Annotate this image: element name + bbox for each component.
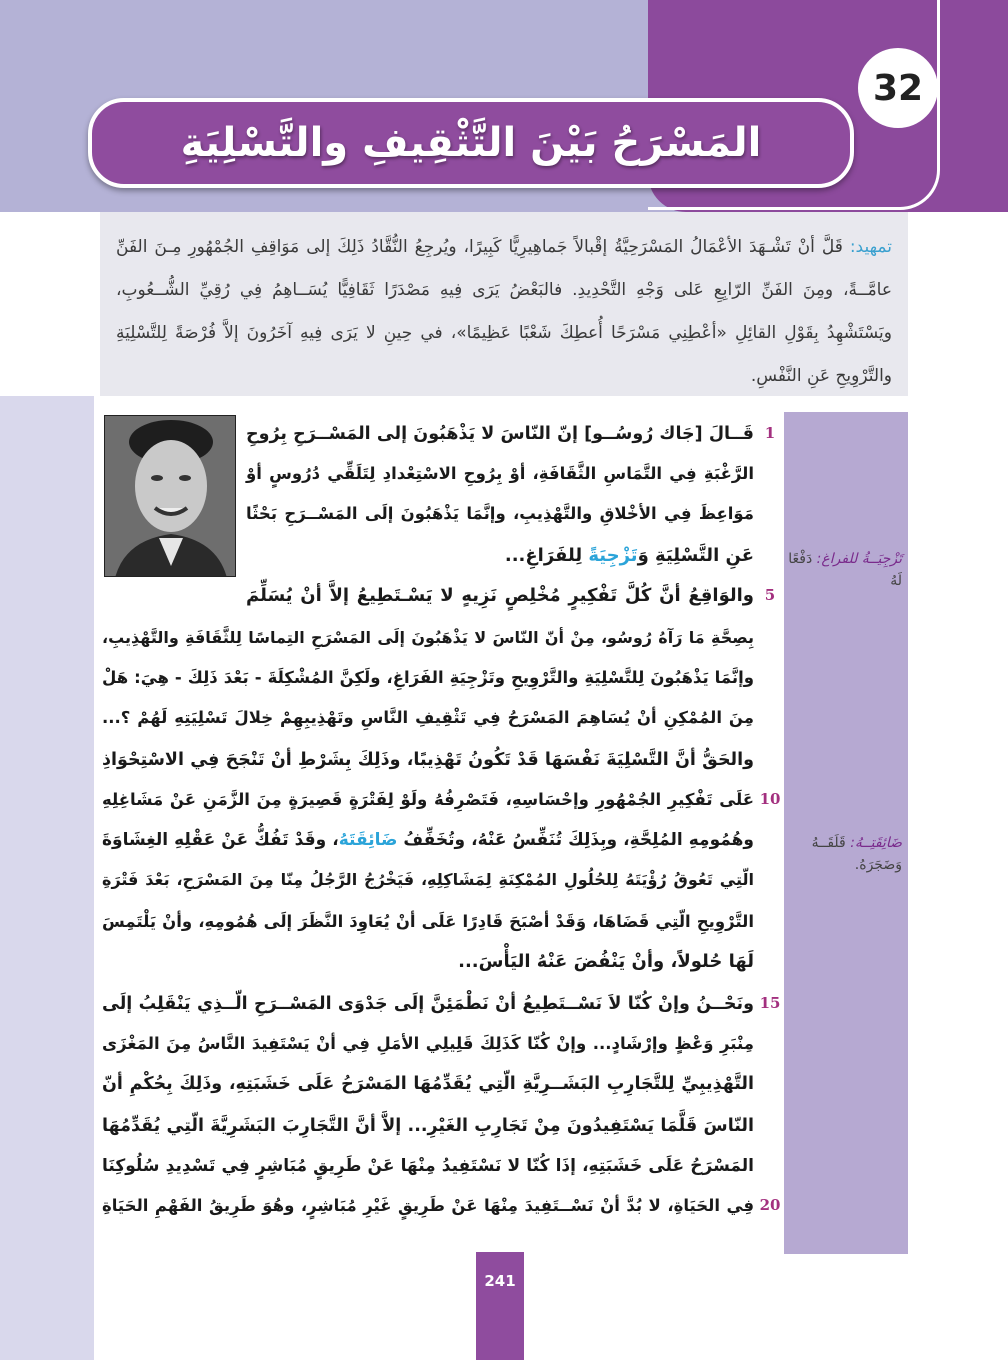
title-banner <box>88 98 854 188</box>
text-line: والحَقُّ أنَّ التَّسْلِيَةَ نَفْسَهَا قَدْ تَكُونُ تَهْذِيبًا، وذَلِكَ بِشَرْطِ أنْ تَنْجَحَ فِي الاسْتِحْوَاذِ <box>102 750 754 770</box>
text-line: النّاسَ قَلَّمَا يَسْتَفِيدُونَ مِنْ تَجَارِبِ الغَيْرِ... إلاَّ أنَّ التَّجَارِبَ البَشَرِيَّةَ الّتِي يُقَدِّمُهَا <box>102 1116 754 1136</box>
portrait-image <box>105 416 236 577</box>
text-line-part: ، وقَدْ تَفُكُّ عَنْ عَقْلِهِ الغِشَاوَةَ <box>102 830 339 850</box>
text-line: فِي الحَيَاةِ، لا بُدَّ أنْ نَسْــتَفِيدَ مِنْهَا عَنْ طَرِيقٍ غَيْرِ مُبَاشِرٍ، وهُوَ طَرِيقُ الفَهْمِ الحَيَاةِ <box>102 1196 754 1215</box>
line-number: 15 <box>759 994 781 1012</box>
text-line: عَلَى تَفْكِيرِ الجُمْهُورِ وإحْسَاسِهِ، فَتَصْرِفُهُ ولَوْ لِفَتْرَةٍ قَصِيرَةٍ مِنَ الزَّمَنِ عَنْ مَشَاغِلِهِ <box>102 790 754 809</box>
text-line-part: لِلفَرَاغِ... <box>504 545 589 566</box>
left-margin-strip <box>0 396 94 1360</box>
glossary-term: تَزْجِيَــةُ للفراغ: <box>816 551 902 567</box>
page-title: المَسْرَحُ بَيْنَ التَّثْقِيفِ والتَّسْلِيَةِ <box>180 120 762 166</box>
author-portrait <box>104 415 236 577</box>
text-line: مِنْبَرِ وَعْظٍ وإرْشَادٍ... وإنْ كُنّا كَذَلِكَ قَلِيلِي الأمَلِ فِي أنْ يَسْتَفِيدَ النَّاسُ مِنَ المَغْزَى <box>102 1034 754 1053</box>
text-line: بِصِحَّةِ مَا رَآهُ رُوسُو، مِنْ أنّ النّاسَ لا يَذْهَبُونَ إلَى المَسْرَحِ التِماسًا لِلثَّقَافَةِ والتَّهْذِيبِ، <box>102 628 754 647</box>
text-line: ونَحْــنُ وإنْ كُنّا لاَ نَسْــتَطِيعُ أنْ نَطْمَئِنَّ إلَى جَدْوَى المَسْــرَحِ الّــذِي يَنْقَلِبُ إلَى <box>102 994 754 1014</box>
glossary-definition: دَفْعًا لَهُ <box>788 551 902 589</box>
text-line: قَــالَ [جَاك رُوسُــو] إنّ النّاسَ لا يَذْهَبُونَ إلى المَسْــرَحِ بِرُوحِ <box>246 424 754 444</box>
text-line-part: عَنِ التَّسْلِيَةِ وَ <box>637 545 754 566</box>
line-number: 10 <box>759 790 781 808</box>
lesson-number-badge: 32 <box>858 48 938 128</box>
glossary-definition: قَلَقَــهُ وَضَجَرَهُ. <box>811 835 902 873</box>
glossary-term: ضَائِقَتِــهُ: <box>850 835 902 851</box>
intro-box <box>100 212 908 396</box>
line-number: 1 <box>764 424 776 442</box>
text-line: والوَاقِعُ أنَّ كُلَّ تَفْكِيرٍ مُخْلِصٍ نَزِيهٍ لا يَسْـتَطِيعُ إلاَّ أنْ يُسَلِّمَ <box>246 585 754 606</box>
text-line <box>246 536 754 576</box>
text-line <box>102 820 754 860</box>
text-line: وإنَّمَا يَذْهَبُونَ لِلتَّسْلِيَةِ والتَّرْوِيحِ وتَزْجِيَةِ الفَرَاغِ، ولَكِنَّ المُشْكِلَةَ - بَعْدَ ذَلِكَ - هِيَ: هَلْ <box>102 668 754 687</box>
text-line: مِنَ المُمْكِنِ أنْ يُسَاهِمَ المَسْرَحُ فِي تَثْقِيفِ النَّاسِ وتَهْذِيبِهِمْ خِلالَ تَسْلِيَتِهِ لَهُمْ ؟... <box>102 708 754 727</box>
text-line: لَهَا حُلولاً، وأنْ يَنْفُضَ عَنْهُ اليَأْسَ... <box>458 951 754 972</box>
text-line: الرَّغْبَةِ فِي التَّمَاسِ الثَّقَافَةِ، أوْ بِرُوحِ الاسْتِعْدادِ لِتَلَقِّي دُرُوسٍ أوْ <box>246 464 754 483</box>
glossary-entry <box>786 548 902 592</box>
glossary-entry <box>786 832 902 876</box>
glossed-word: تَزْجِيَةً <box>588 545 638 566</box>
page-number-tab <box>476 1252 524 1360</box>
page-number: 241 <box>484 1272 516 1290</box>
text-line: مَوَاعِظَ فِي الأخْلاقِ والتَّهْذِيبِ، وإنَّمَا يَذْهَبُونَ إلَى المَسْــرَحِ بَحْثًا <box>246 504 754 523</box>
intro-text: قَلَّ أنْ تَشْـهَدَ الأعْمَالُ المَسْرَحِيَّةُ إقْبالاً جَماهِيرِيًّا كَبِيرًا، ويُرجِعُ النُّقَّادُ ذَلِكَ إلى مَوَاقِفِ الجُمْهُورِ مِـنَ الفَنِّ عامَّــةً، ومِنَ الفَنِّ الرّابِعِ عَلى وَجْهِ التَّحْدِيدِ. فالبَعْضُ يَرَى فِيهِ مَصْدَرًا ثَقَافِيًّا يُسَــاهِمُ فِي رُقِيِّ الشُّــعُوبِ، ويَسْتَشْهِدُ بِقَوْلِ القائِلِ «أعْطِنِي مَسْرَحًا أُعطِكَ شَعْبًا عَظِيمًا»، في حِينِ لا يَرَى فِيهِ آخَرُونَ إلاَّ فُرْصَةً لِلتَّسْلِيَةِ والتَّرْوِيحِ عَنِ النَّفْسِ. <box>116 237 892 386</box>
text-line-part: وهُمُومِهِ المُلِحَّةِ، وبِذَلِكَ تُنَفِّسُ عَنْهُ، وتُخَفِّفُ <box>397 830 754 850</box>
line-number: 20 <box>759 1196 781 1214</box>
text-line: المَسْرَحُ عَلَى خَشَبَتِهِ، إذَا كُنّا لا نَسْتَفِيدُ مِنْهَا عَنْ طَرِيقٍ مُبَاشِرٍ فِي تَسْدِيدِ سُلُوكِنَا <box>102 1156 754 1176</box>
intro-label: تمهيد: <box>849 237 892 257</box>
text-line: الّتِي تَعُوقُ رُؤْيَتَهُ لِلحُلُولِ المُمْكِنَةِ لِمَشَاكِلِهِ، فَيَخْرُجُ الرَّجُلُ مِنّا مِنَ المَسْرَحِ، بَعْدَ فَتْرَةِ <box>102 870 754 889</box>
line-number: 5 <box>764 586 776 604</box>
text-line: التَّهْذِيبِيِّ لِلتَّجَارِبِ البَشَــرِيَّةِ الّتِي يُقَدِّمُهَا المَسْرَحُ عَلَى خَشَبَتِهِ، وذَلِكَ بِحُكْمِ أنّ <box>102 1074 754 1094</box>
text-line: التَّرْوِيحِ الّتِي قَضَاهَا، وَقَدْ أصْبَحَ قَادِرًا عَلَى أنْ يُعَاوِدَ النَّظَرَ إلَى هُمُومِهِ، وأنْ يَلْتَمِسَ <box>102 912 754 931</box>
glossed-word: ضَائِقَتَهُ <box>338 830 398 850</box>
